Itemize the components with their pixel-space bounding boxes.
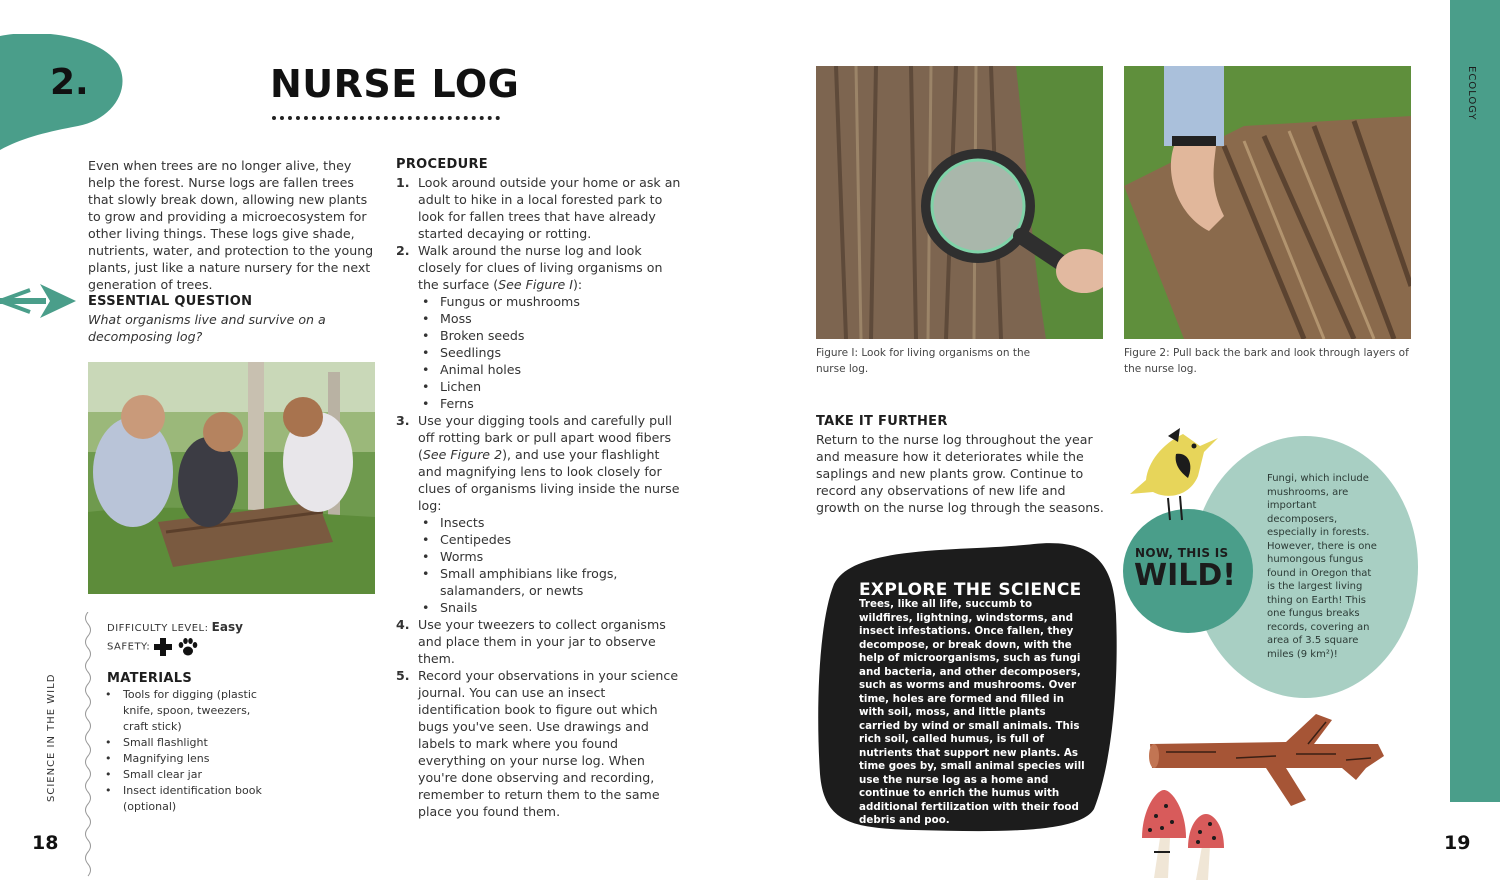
list-item: • Insects <box>418 514 682 531</box>
step-number: 1. <box>396 175 410 190</box>
materials-heading: MATERIALS <box>107 671 192 686</box>
explore-heading: EXPLORE THE SCIENCE <box>859 580 1082 600</box>
procedure-heading: PROCEDURE <box>396 157 488 172</box>
step-text: Use your digging tools and carefully pull off rotting bark or pull apart wood fibers ( <box>418 413 673 462</box>
step-text-end: ): <box>573 277 583 292</box>
list-item: • Seedlings <box>418 344 682 361</box>
list-item: • Worms <box>418 548 682 565</box>
list-item: • Snails <box>418 599 682 616</box>
wavy-divider <box>82 612 94 882</box>
step-text: Record your observations in your science journal. You can use an insect identification book to figure out which bugs you've seen. Use drawings and labels to mark where you found everything on your nurse log. When you're done observing and recording, remember to return them to the same place you found them. <box>418 668 679 819</box>
procedure-steps <box>396 174 682 820</box>
list-item: • Ferns <box>418 395 682 412</box>
list-item: • Fungus or mushrooms <box>418 293 682 310</box>
step-number: 3. <box>396 413 410 428</box>
right-side-label: ECOLOGY <box>1466 66 1477 121</box>
list-item: • Small clear jar <box>101 767 276 783</box>
step-3 <box>396 412 682 616</box>
materials-list <box>101 687 276 815</box>
figure-reference: See Figure 2 <box>422 447 503 462</box>
list-item: • Lichen <box>418 378 682 395</box>
inside-clues-list <box>418 514 682 616</box>
list-item: • Broken seeds <box>418 327 682 344</box>
list-item: • Animal holes <box>418 361 682 378</box>
page-number-left: 18 <box>32 832 59 854</box>
safety-row <box>107 637 199 657</box>
take-it-further-text: Return to the nurse log throughout the year and measure how it deteriorates while the saplings and new plants grow. Continue to record any observations of new life and growth on the nurse log through the seasons. <box>816 432 1104 515</box>
wild-big-text: WILD! <box>1134 558 1236 593</box>
figure-reference: See Figure I <box>498 277 573 292</box>
figure-2-photo <box>1124 66 1411 339</box>
step-5 <box>396 667 682 820</box>
take-it-further-heading: TAKE IT FURTHER <box>816 414 948 429</box>
step-number: 2. <box>396 243 410 258</box>
step-number: 4. <box>396 617 410 632</box>
safety-label: SAFETY: <box>107 641 151 653</box>
chapter-number: 2. <box>50 62 89 103</box>
wild-small-text: NOW, THIS IS <box>1135 546 1229 560</box>
photo-kids-examining-log <box>88 362 375 594</box>
figure-2-caption: Figure 2: Pull back the bark and look through layers of the nurse log. <box>1124 347 1409 375</box>
figure-1-photo <box>816 66 1103 339</box>
paw-print-icon <box>177 637 199 657</box>
step-1 <box>396 174 682 242</box>
step-text: Walk around the nurse log and look closely for clues of living organisms on the surface ( <box>418 243 663 292</box>
list-item: • Small flashlight <box>101 735 276 751</box>
arrow-icon <box>0 282 80 320</box>
title-dotted-underline <box>272 116 500 120</box>
figure-1-caption: Figure I: Look for living organisms on the nurse log. <box>816 347 1031 375</box>
step-text: Use your tweezers to collect organisms and place them in your jar to observe them. <box>418 617 666 666</box>
list-item: • Centipedes <box>418 531 682 548</box>
list-item: • Small amphibians like frogs, salamanders, or newts <box>418 565 682 599</box>
bird-icon <box>1128 428 1224 528</box>
step-text-end: ), and use your flashlight and magnifying lens to look closely for clues of organisms living inside the nurse log: <box>418 447 680 513</box>
explore-text: Trees, like all life, succumb to wildfires, lightning, windstorms, and insect infestations. Once fallen, they decompose, or break down, with the help of microorganisms, such as fungi and bacteria, and other decomposers, such as worms and mushrooms. Over time, holes are formed and filled in with soil, moss, and little plants carried by wind or small animals. This rich soil, called humus, is full of nutrients that support new plants. As time goes by, small animal species will use the nurse log as a home and continue to enrich the humus with additional fertilization with their food debris and poo. <box>859 598 1085 826</box>
step-4 <box>396 616 682 667</box>
difficulty-label: DIFFICULTY LEVEL: <box>107 623 209 634</box>
mushrooms-illustration <box>1134 786 1234 882</box>
essential-question: What organisms live and survive on a decomposing log? <box>88 312 326 344</box>
step-text: Look around outside your home or ask an adult to hike in a local forested park to look for fallen trees that have already started decaying or rotting. <box>418 175 681 241</box>
list-item: • Magnifying lens <box>101 751 276 767</box>
difficulty-value: Easy <box>211 620 243 634</box>
wild-fact-text: Fungi, which include mushrooms, are important decomposers, especially in forests. However, there is one humongous fungus found in Oregon that is the largest living thing on Earth! This one fungus breaks records, covering an area of 3.5 square miles (9 km²)! <box>1267 473 1377 660</box>
difficulty-level <box>107 620 243 634</box>
intro-paragraph: Even when trees are no longer alive, they help the forest. Nurse logs are fallen trees that slowly break down, allowing new plants to grow and providing a microecosystem for other living things. These logs give shade, nutrients, water, and protection to the young plants, just like a nature nursery for the next generation of trees. <box>88 158 374 292</box>
list-item: • Moss <box>418 310 682 327</box>
list-item: • Tools for digging (plastic knife, spoon, tweezers, craft stick) <box>101 687 276 735</box>
left-side-label: SCIENCE IN THE WILD <box>46 673 57 802</box>
step-2 <box>396 242 682 412</box>
page-title: NURSE LOG <box>270 62 520 106</box>
surface-clues-list <box>418 293 682 412</box>
page-number-right: 19 <box>1444 832 1471 854</box>
essential-question-heading: ESSENTIAL QUESTION <box>88 294 253 309</box>
list-item: • Insect identification book (optional) <box>101 783 276 815</box>
first-aid-cross-icon <box>153 637 173 657</box>
step-number: 5. <box>396 668 410 683</box>
